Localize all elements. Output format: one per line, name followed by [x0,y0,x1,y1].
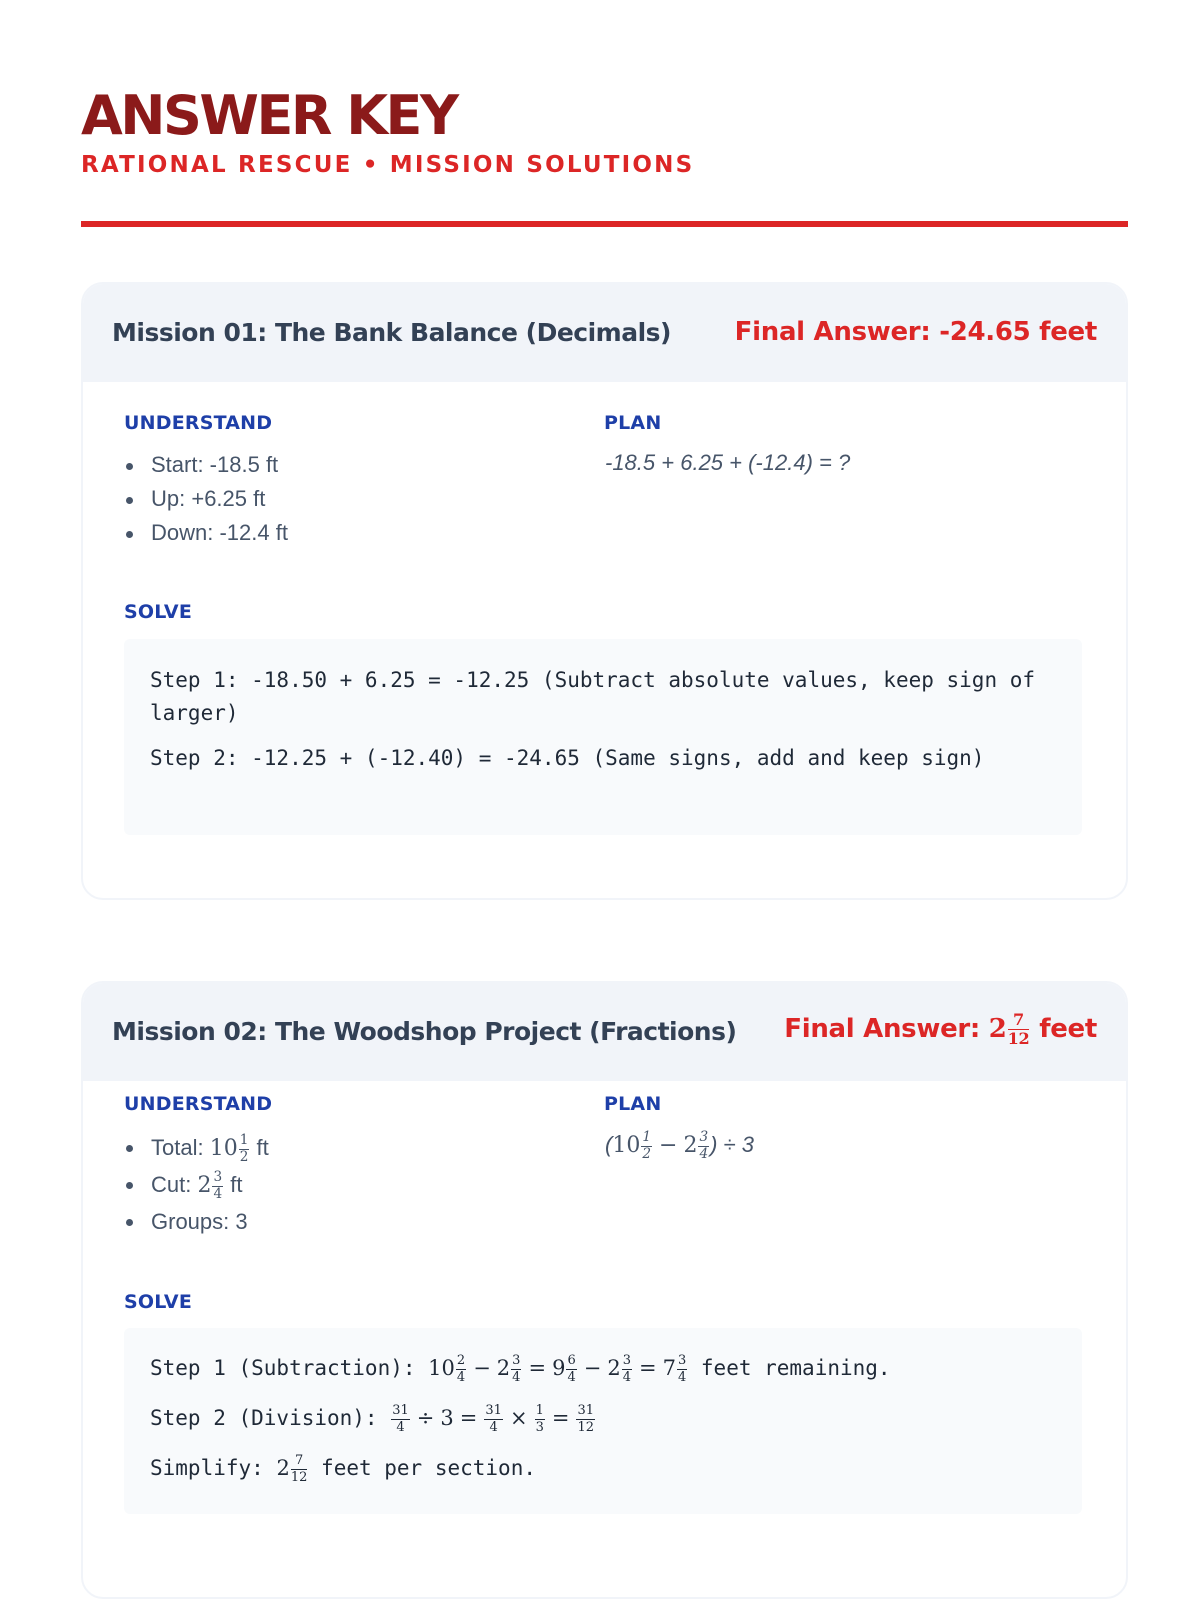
mixed-whole: 2 [683,1132,698,1158]
paren-close-divide: ) ÷ 3 [710,1131,754,1157]
numerator: 3 [622,1353,631,1369]
understand-label: UNDERSTAND [124,1093,273,1115]
mixed-whole: 2 [197,1173,212,1198]
fraction [239,1134,250,1164]
fraction [456,1354,466,1383]
step-suffix: feet remaining. [700,1356,891,1380]
final-answer-value: -24.65 feet [939,317,1097,347]
numerator: 3 [512,1353,521,1369]
page-subtitle: RATIONAL RESCUE • MISSION SOLUTIONS [81,152,695,178]
fraction [291,1454,308,1483]
mission-card-header [83,983,1126,1081]
solve-box [124,1328,1082,1514]
plan-expression: -18.5 + 6.25 + (-12.4) = ? [605,450,851,475]
numerator: 1 [535,1403,544,1419]
mission-title: Mission 01: The Bank Balance (Decimals) [112,318,671,347]
solve-box [124,639,1082,835]
mission-card-02 [81,981,1128,1599]
fraction [535,1404,545,1433]
mixed-whole: 2 [276,1456,290,1480]
divide-operator: ÷ [416,1406,435,1430]
final-answer-fraction [1008,1012,1030,1047]
denominator: 12 [1007,1029,1030,1049]
fraction [698,1131,709,1161]
denominator: 4 [489,1419,498,1435]
unit: ft [230,1172,243,1197]
numerator: 31 [392,1403,409,1419]
denominator: 2 [642,1145,651,1162]
list-item-total [124,1129,269,1166]
list-item-cut [124,1166,269,1203]
item-label: Total: [151,1135,204,1160]
numerator: 3 [699,1129,709,1145]
fraction [641,1131,652,1161]
denominator: 12 [290,1469,308,1485]
plan-label: PLAN [604,1093,662,1115]
solve-step-1: Step 1: -18.50 + 6.25 = -12.25 (Subtract absolute values, keep sign of larger) [150,668,1036,725]
numerator: 7 [291,1454,308,1469]
final-answer-label: Final Answer: [784,1014,981,1045]
final-answer-label: Final Answer: [734,317,931,347]
solve-step-2: Step 2: -12.25 + (-12.40) = -24.65 (Same signs, add and keep sign) [150,746,985,770]
item-label: Cut: [151,1172,192,1197]
times-operator: × [509,1406,528,1430]
unit: ft [256,1135,269,1160]
fraction [622,1354,632,1383]
step-suffix: feet per section. [321,1456,536,1480]
step-label: Step 2 (Division): [150,1406,378,1430]
fraction [566,1354,576,1383]
mixed-whole: 9 [552,1356,566,1380]
mixed-whole: 2 [496,1356,511,1380]
mixed-whole: 7 [662,1356,676,1380]
final-answer-unit: feet [1039,1014,1097,1045]
numerator: 31 [485,1403,502,1419]
numerator: 3 [677,1353,687,1369]
solve-label: SOLVE [124,1291,193,1313]
numerator: 3 [213,1169,223,1186]
final-answer [735,317,1097,347]
numerator: 2 [456,1353,466,1369]
fraction [484,1404,503,1433]
step-label: Step 1 (Subtraction): [150,1356,416,1380]
mission-title: Mission 02: The Woodshop Project (Fractions) [112,1017,737,1046]
denominator: 3 [535,1419,544,1435]
numerator: 31 [577,1403,595,1419]
list-item: Down: -12.4 ft [124,516,288,550]
final-answer [784,1012,1097,1047]
final-answer-whole: 2 [988,1014,1007,1045]
list-item-groups: Groups: 3 [124,1203,269,1240]
denominator: 2 [239,1148,249,1165]
mission-card-01 [81,282,1128,900]
solve-label: SOLVE [124,601,193,623]
mission-card-header [83,284,1126,382]
solve-step-1: Step 1 (Subtraction): 10 $\frac{2}{4}$ − 2 $\frac{3}{4}$ = 9 $\frac{6}{4}$ − 2 $\frac{3}{4}$ = 7 $\frac{3}{4}$ feet remaining. [150,1353,891,1385]
fraction [391,1404,410,1433]
list-item: Start: -18.5 ft [124,448,288,482]
page-title: ANSWER KEY [81,84,457,147]
understand-label: UNDERSTAND [124,412,273,434]
fraction [511,1354,521,1383]
denominator: 4 [699,1145,709,1162]
denominator: 4 [567,1369,576,1385]
mixed-whole: 2 [607,1356,621,1380]
mixed-whole: 10 [428,1356,455,1380]
understand-list [124,448,288,550]
plan-label: PLAN [604,412,662,434]
denominator: 4 [456,1369,466,1385]
denominator: 4 [622,1369,631,1385]
list-item: Up: +6.25 ft [124,482,288,516]
numerator: 7 [1008,1012,1030,1030]
numerator: 1 [642,1129,651,1145]
minus-operator: − [659,1132,678,1158]
plan-expression [605,1131,754,1161]
denominator: 4 [512,1369,521,1385]
denominator: 12 [577,1419,595,1435]
numerator: 1 [239,1132,249,1149]
fraction [677,1354,687,1383]
step-label: Simplify: [150,1456,264,1480]
solve-step-3 [150,1452,1050,1485]
page-header [81,86,1128,180]
mixed-whole: 10 [209,1136,238,1161]
fraction [576,1404,595,1433]
paren-open: ( [605,1131,613,1157]
header-divider [81,221,1128,227]
denominator: 4 [677,1369,687,1385]
numerator: 6 [567,1353,576,1369]
number: 3 [440,1406,454,1430]
denominator: 4 [213,1185,223,1202]
understand-list [124,1129,269,1240]
mixed-whole: 10 [612,1132,641,1158]
solve-step-2: Step 2 (Division): $\frac{31}{4}$ ÷ 3 = $\frac{31}{4}$ × $\frac{1}{3}$ = $\frac{31}{12}$ [150,1403,595,1435]
fraction [212,1171,223,1201]
denominator: 4 [396,1419,405,1435]
